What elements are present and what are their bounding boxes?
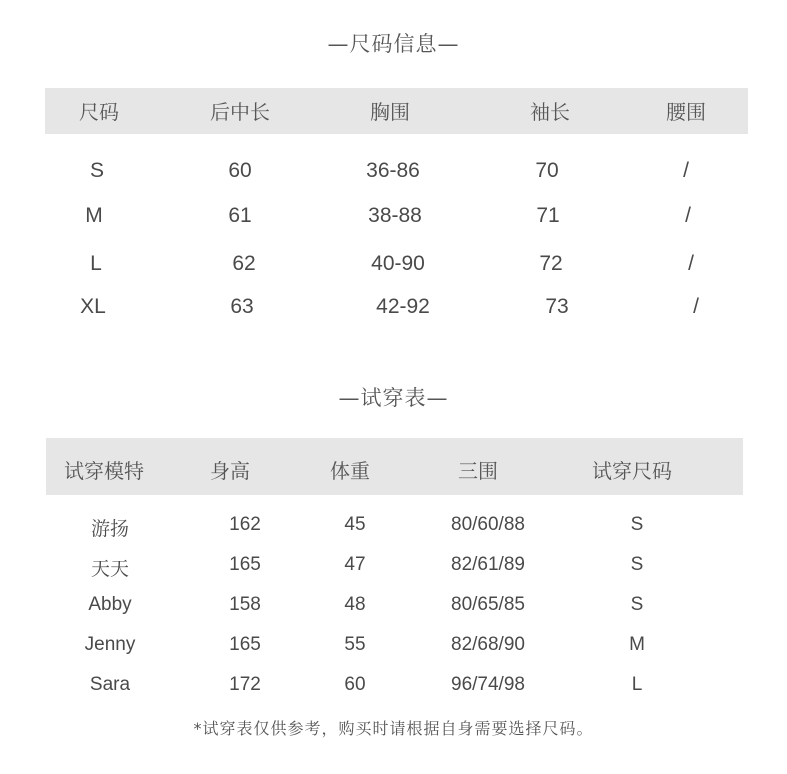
fitting-cell: 天天 [90,559,130,580]
fitting-cell: 47 [344,554,366,575]
fitting-header-5: 试穿尺码 [592,459,672,483]
size-cell: 60 [228,159,252,182]
size-cell: 71 [536,204,560,227]
size-cell: / [683,159,689,182]
fitting-cell: 162 [229,514,261,535]
size-header-4: 袖长 [530,100,570,124]
fitting-cell: 172 [229,674,261,695]
size-cell: 42-92 [376,295,430,318]
size-info-title: —尺码信息— [327,32,460,56]
size-cell: S [89,159,105,182]
fitting-cell: M [629,634,645,655]
fitting-cell: 82/68/90 [451,634,525,655]
fitting-header-3: 体重 [330,459,370,483]
size-header-2: 后中长 [210,100,270,124]
size-cell: / [688,252,694,275]
size-cell: 73 [545,295,569,318]
size-cell: 70 [535,159,559,182]
size-cell: / [685,204,691,227]
size-cell: XL [80,295,106,318]
fitting-cell: S [630,514,644,535]
fitting-cell: Abby [88,594,132,615]
size-header-5: 腰围 [666,100,706,124]
fitting-cell: 游扬 [90,519,130,540]
size-cell: 36-86 [366,159,420,182]
size-cell: 61 [228,204,252,227]
fitting-cell: 165 [229,554,261,575]
fitting-cell: 55 [344,634,366,655]
fitting-cell: 96/74/98 [451,674,525,695]
fitting-cell: 165 [229,634,261,655]
size-cell: 72 [539,252,563,275]
fitting-header-4: 三围 [458,459,498,483]
size-cell: 38-88 [368,204,422,227]
fitting-cell: Jenny [84,634,136,655]
fitting-cell: 45 [344,514,366,535]
size-header-3: 胸围 [370,100,410,124]
size-cell: 40-90 [371,252,425,275]
fitting-cell: 158 [229,594,261,615]
size-header-1: 尺码 [79,100,119,124]
fitting-header-1: 试穿模特 [64,459,144,483]
size-cell: 62 [232,252,256,275]
fitting-cell: Sara [89,674,131,695]
size-cell: 63 [230,295,254,318]
fitting-cell: 60 [344,674,366,695]
fitting-cell: 82/61/89 [451,554,525,575]
size-cell: L [90,252,102,275]
fitting-table-title: —试穿表— [338,386,449,410]
fitting-cell: 80/65/85 [451,594,525,615]
size-cell: / [693,295,699,318]
fitting-cell: 48 [344,594,366,615]
size-cell: M [85,204,103,227]
fitting-cell: L [631,674,643,695]
fitting-header-2: 身高 [210,459,250,483]
fitting-cell: S [630,594,644,615]
fitting-cell: S [630,554,644,575]
fitting-cell: 80/60/88 [451,514,525,535]
footnote: *试穿表仅供参考，购买时请根据自身需要选择尺码。 [193,719,594,738]
